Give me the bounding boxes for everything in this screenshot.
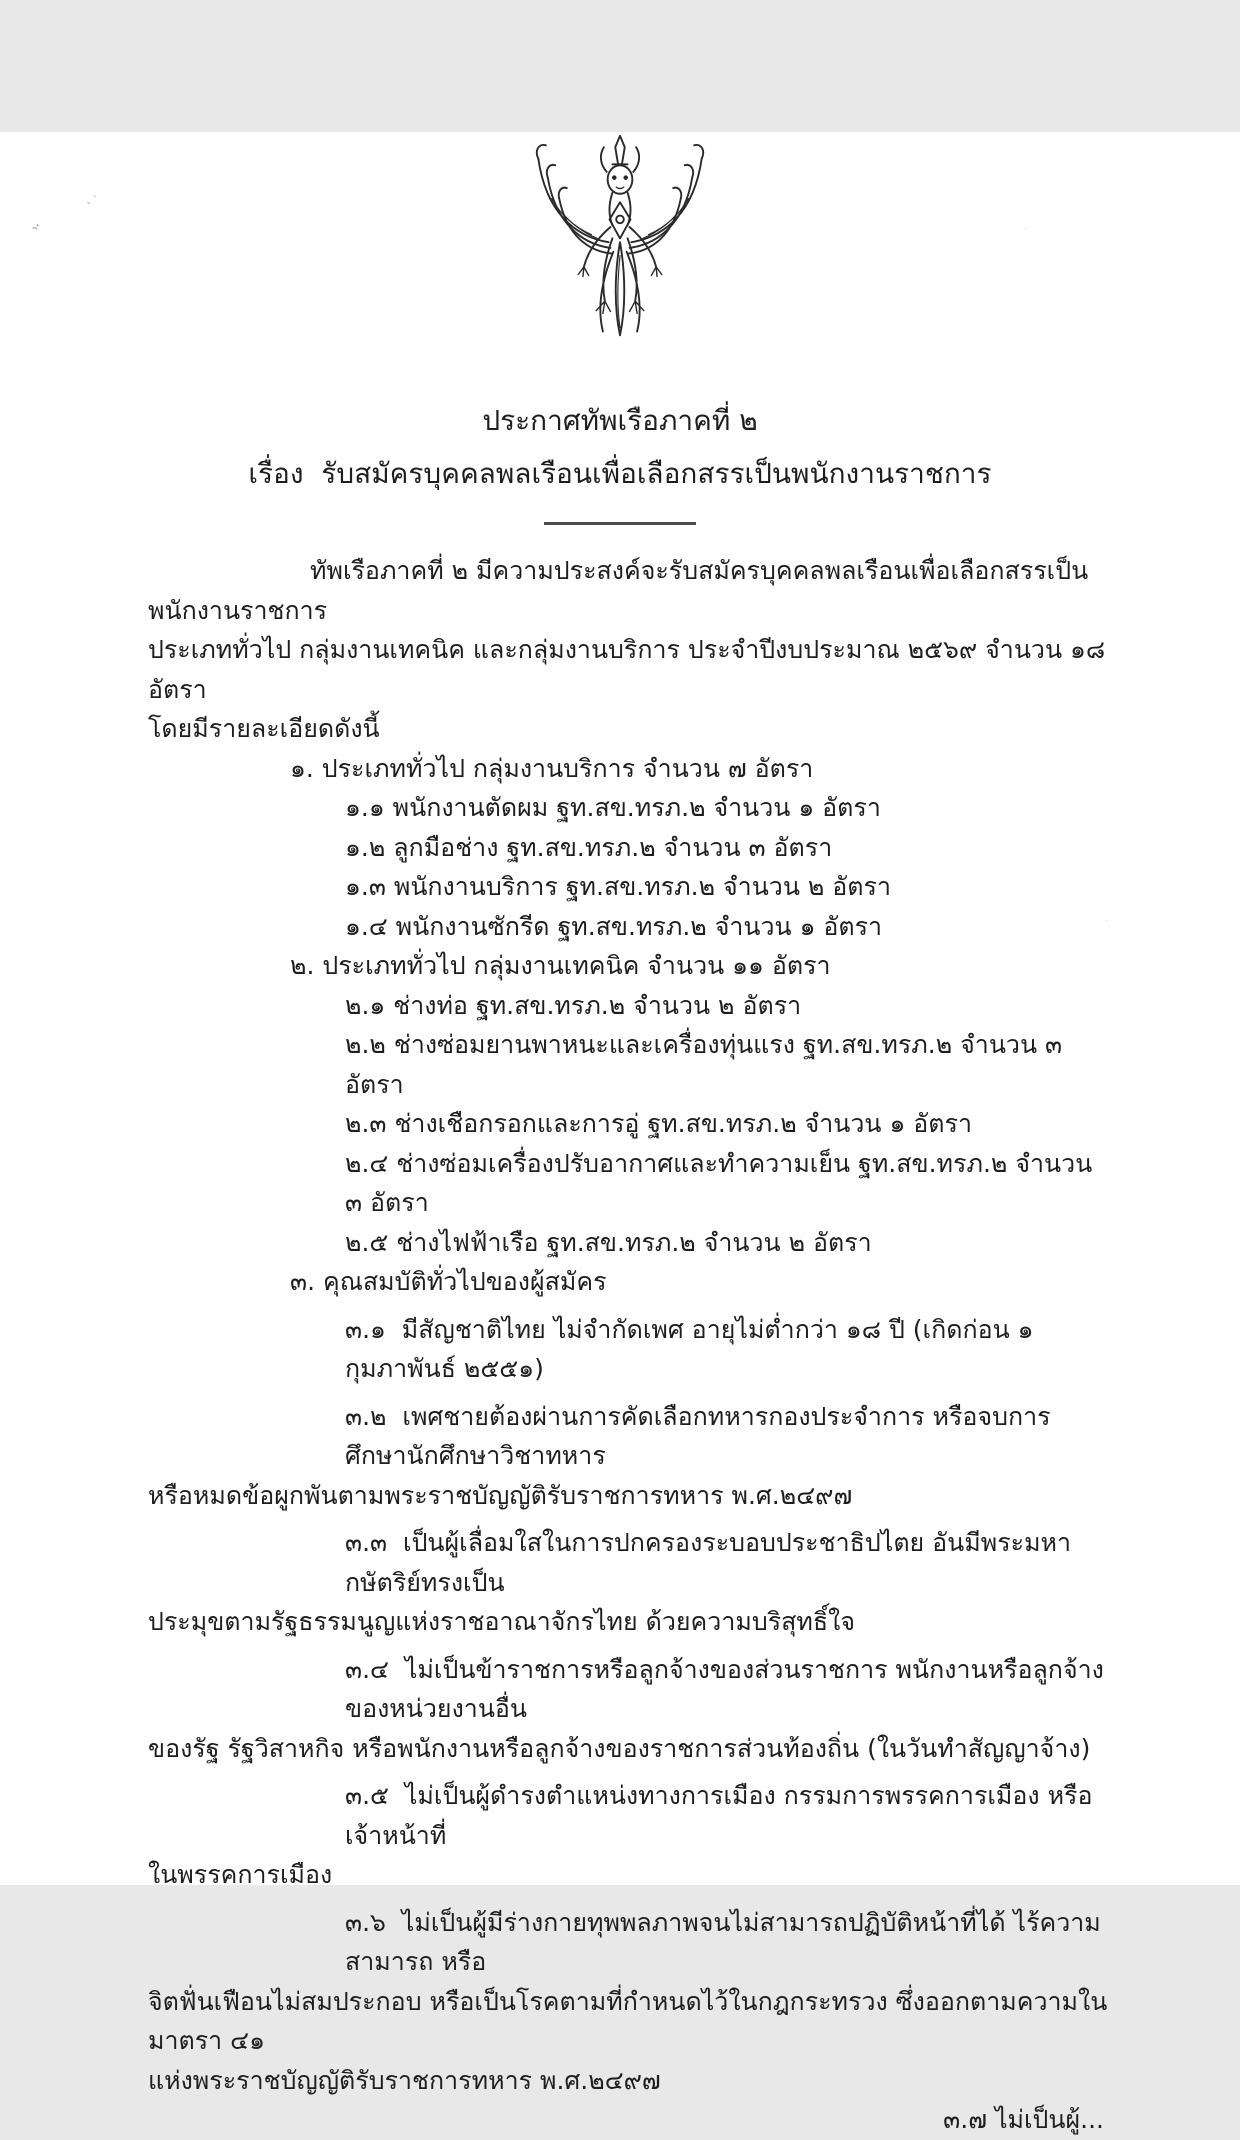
- pencil-mark: ˎ˴: [82, 187, 101, 206]
- garuda-emblem-graphic: [506, 132, 734, 379]
- clause-line: ๓.๖ ไม่เป็นผู้มีร่างกายทุพพลภาพจนไม่สามารถปฏิบัติหน้าที่ได้ ไร้ความสามารถ หรือ: [345, 1907, 1101, 1976]
- clause-line: ประมุขตามรัฐธรรมนูญแห่งราชอาณาจักรไทย ด้วยความบริสุทธิ์ใจ: [148, 1607, 855, 1636]
- pencil-mark: ิ๋: [37, 226, 40, 240]
- scanned-document-page: [0, 132, 1240, 2134]
- outline-item-1-2: ๑.๒ ลูกมือช่าง ฐท.สข.ทรภ.๒ จำนวน ๓ อัตรา: [345, 832, 833, 862]
- clause-line: ๓.๑ มีสัญชาติไทย ไม่จำกัดเพศ อายุไม่ต่ำกว่า ๑๘ ปี (เกิดก่อน ๑ กุมภาพันธ์ ๒๕๕๑): [345, 1314, 1034, 1383]
- intro-line: ประเภททั่วไป กลุ่มงานเทคนิค และกลุ่มงานบริการ ประจำปีงบประมาณ ๒๕๖๙ จำนวน ๑๘ อัตรา: [148, 635, 1106, 704]
- clause-line: ๓.๔ ไม่เป็นข้าราชการหรือลูกจ้างของส่วนราชการ พนักงานหรือลูกจ้างของหน่วยงานอื่น: [345, 1654, 1104, 1723]
- outline-item-2-1: ๒.๑ ช่างท่อ ฐท.สข.ทรภ.๒ จำนวน ๒ อัตรา: [345, 990, 802, 1020]
- page-catchword: ๓.๗ ไม่เป็นผู้...: [943, 2105, 1104, 2134]
- title-divider: [544, 522, 696, 525]
- outline-item-3: ๓. คุณสมบัติทั่วไปของผู้สมัคร: [290, 1267, 607, 1296]
- clause-line: จิตฟั่นเฟือนไม่สมประกอบ หรือเป็นโรคตามที่กำหนดไว้ในกฎกระทรวง ซึ่งออกตามความในมาตรา ๔๑: [148, 1986, 1108, 2055]
- intro-line: โดยมีรายละเอียดดังนี้: [148, 714, 380, 743]
- clause-3-5: [148, 1776, 1108, 1895]
- outline-item-1-3: ๑.๓ พนักงานบริการ ฐท.สข.ทรภ.๒ จำนวน ๒ อัตรา: [345, 872, 892, 901]
- intro-line: ทัพเรือภาคที่ ๒ มีความประสงค์จะรับสมัครบุคคลพลเรือนเพื่อเลือกสรรเป็นพนักงานราชการ: [148, 556, 1089, 625]
- outline-item-1-1: ๑.๑ พนักงานตัดผม ฐท.สข.ทรภ.๒ จำนวน ๑ อัตรา: [345, 793, 881, 822]
- clause-line: ในพรรคการเมือง: [148, 1860, 333, 1889]
- clause-line: ของรัฐ รัฐวิสาหกิจ หรือพนักงานหรือลูกจ้างของราชการส่วนท้องถิ่น (ในวันทำสัญญาจ้าง): [148, 1733, 1091, 1763]
- outline-item-1: ๑. ประเภททั่วไป กลุ่มงานบริการ จำนวน ๗ อัตรา: [290, 753, 814, 783]
- outline-item-2-2: ๒.๒ ช่างซ่อมยานพาหนะและเครื่องทุ่นแรง ฐท.สข.ทรภ.๒ จำนวน ๓ อัตรา: [345, 1030, 1063, 1099]
- clause-line: หรือหมดข้อผูกพันตามพระราชบัญญัติรับราชการทหาร พ.ศ.๒๔๙๗: [148, 1480, 853, 1510]
- clause-3-3: [148, 1523, 1108, 1642]
- clause-line: แห่งพระราชบัญญัติรับราชการทหาร พ.ศ.๒๔๙๗: [148, 2065, 661, 2095]
- clause-line: ๓.๕ ไม่เป็นผู้ดำรงตำแหน่งทางการเมือง กรรมการพรรคการเมือง หรือเจ้าหน้าที่: [345, 1781, 1093, 1850]
- clause-line: ๓.๒ เพศชายต้องผ่านการคัดเลือกทหารกองประจำการ หรือจบการศึกษานักศึกษาวิชาทหาร: [345, 1401, 1051, 1470]
- clause-line: ๓.๓ เป็นผู้เลื่อมใสในการปกครองระบอบประชาธิปไตย อันมีพระมหากษัตริย์ทรงเป็น: [345, 1528, 1072, 1597]
- outline-item-2: ๒. ประเภททั่วไป กลุ่มงานเทคนิค จำนวน ๑๑ อัตรา: [290, 951, 831, 980]
- outline-item-2-3: ๒.๓ ช่างเชือกรอกและการอู่ ฐท.สข.ทรภ.๒ จำนวน ๑ อัตรา: [345, 1109, 973, 1138]
- clause-3-2: [148, 1397, 1108, 1516]
- outline-item-2-5: ๒.๕ ช่างไฟฟ้าเรือ ฐท.สข.ทรภ.๒ จำนวน ๒ อัตรา: [345, 1227, 872, 1257]
- outline-item-2-4: ๒.๔ ช่างซ่อมเครื่องปรับอากาศและทำความเย็น ฐท.สข.ทรภ.๒ จำนวน ๓ อัตรา: [345, 1148, 1093, 1217]
- clause-3-1: [148, 1310, 1108, 1389]
- outline-item-1-4: ๑.๔ พนักงานซักรีด ฐท.สข.ทรภ.๒ จำนวน ๑ อัตรา: [345, 911, 883, 941]
- document-title: ประกาศทัพเรือภาคที่ ๒: [482, 404, 758, 437]
- document-body: [148, 551, 1111, 2140]
- clause-3-6: [148, 1903, 1108, 2101]
- document-subject: เรื่อง รับสมัครบุคคลพลเรือนเพื่อเลือกสรรเป็นพนักงานราชการ: [248, 457, 992, 490]
- clause-3-4: [148, 1650, 1108, 1769]
- scan-dot: ·: [1104, 915, 1111, 928]
- garuda-emblem: [506, 132, 734, 379]
- scan-dot: ·: [1022, 223, 1029, 236]
